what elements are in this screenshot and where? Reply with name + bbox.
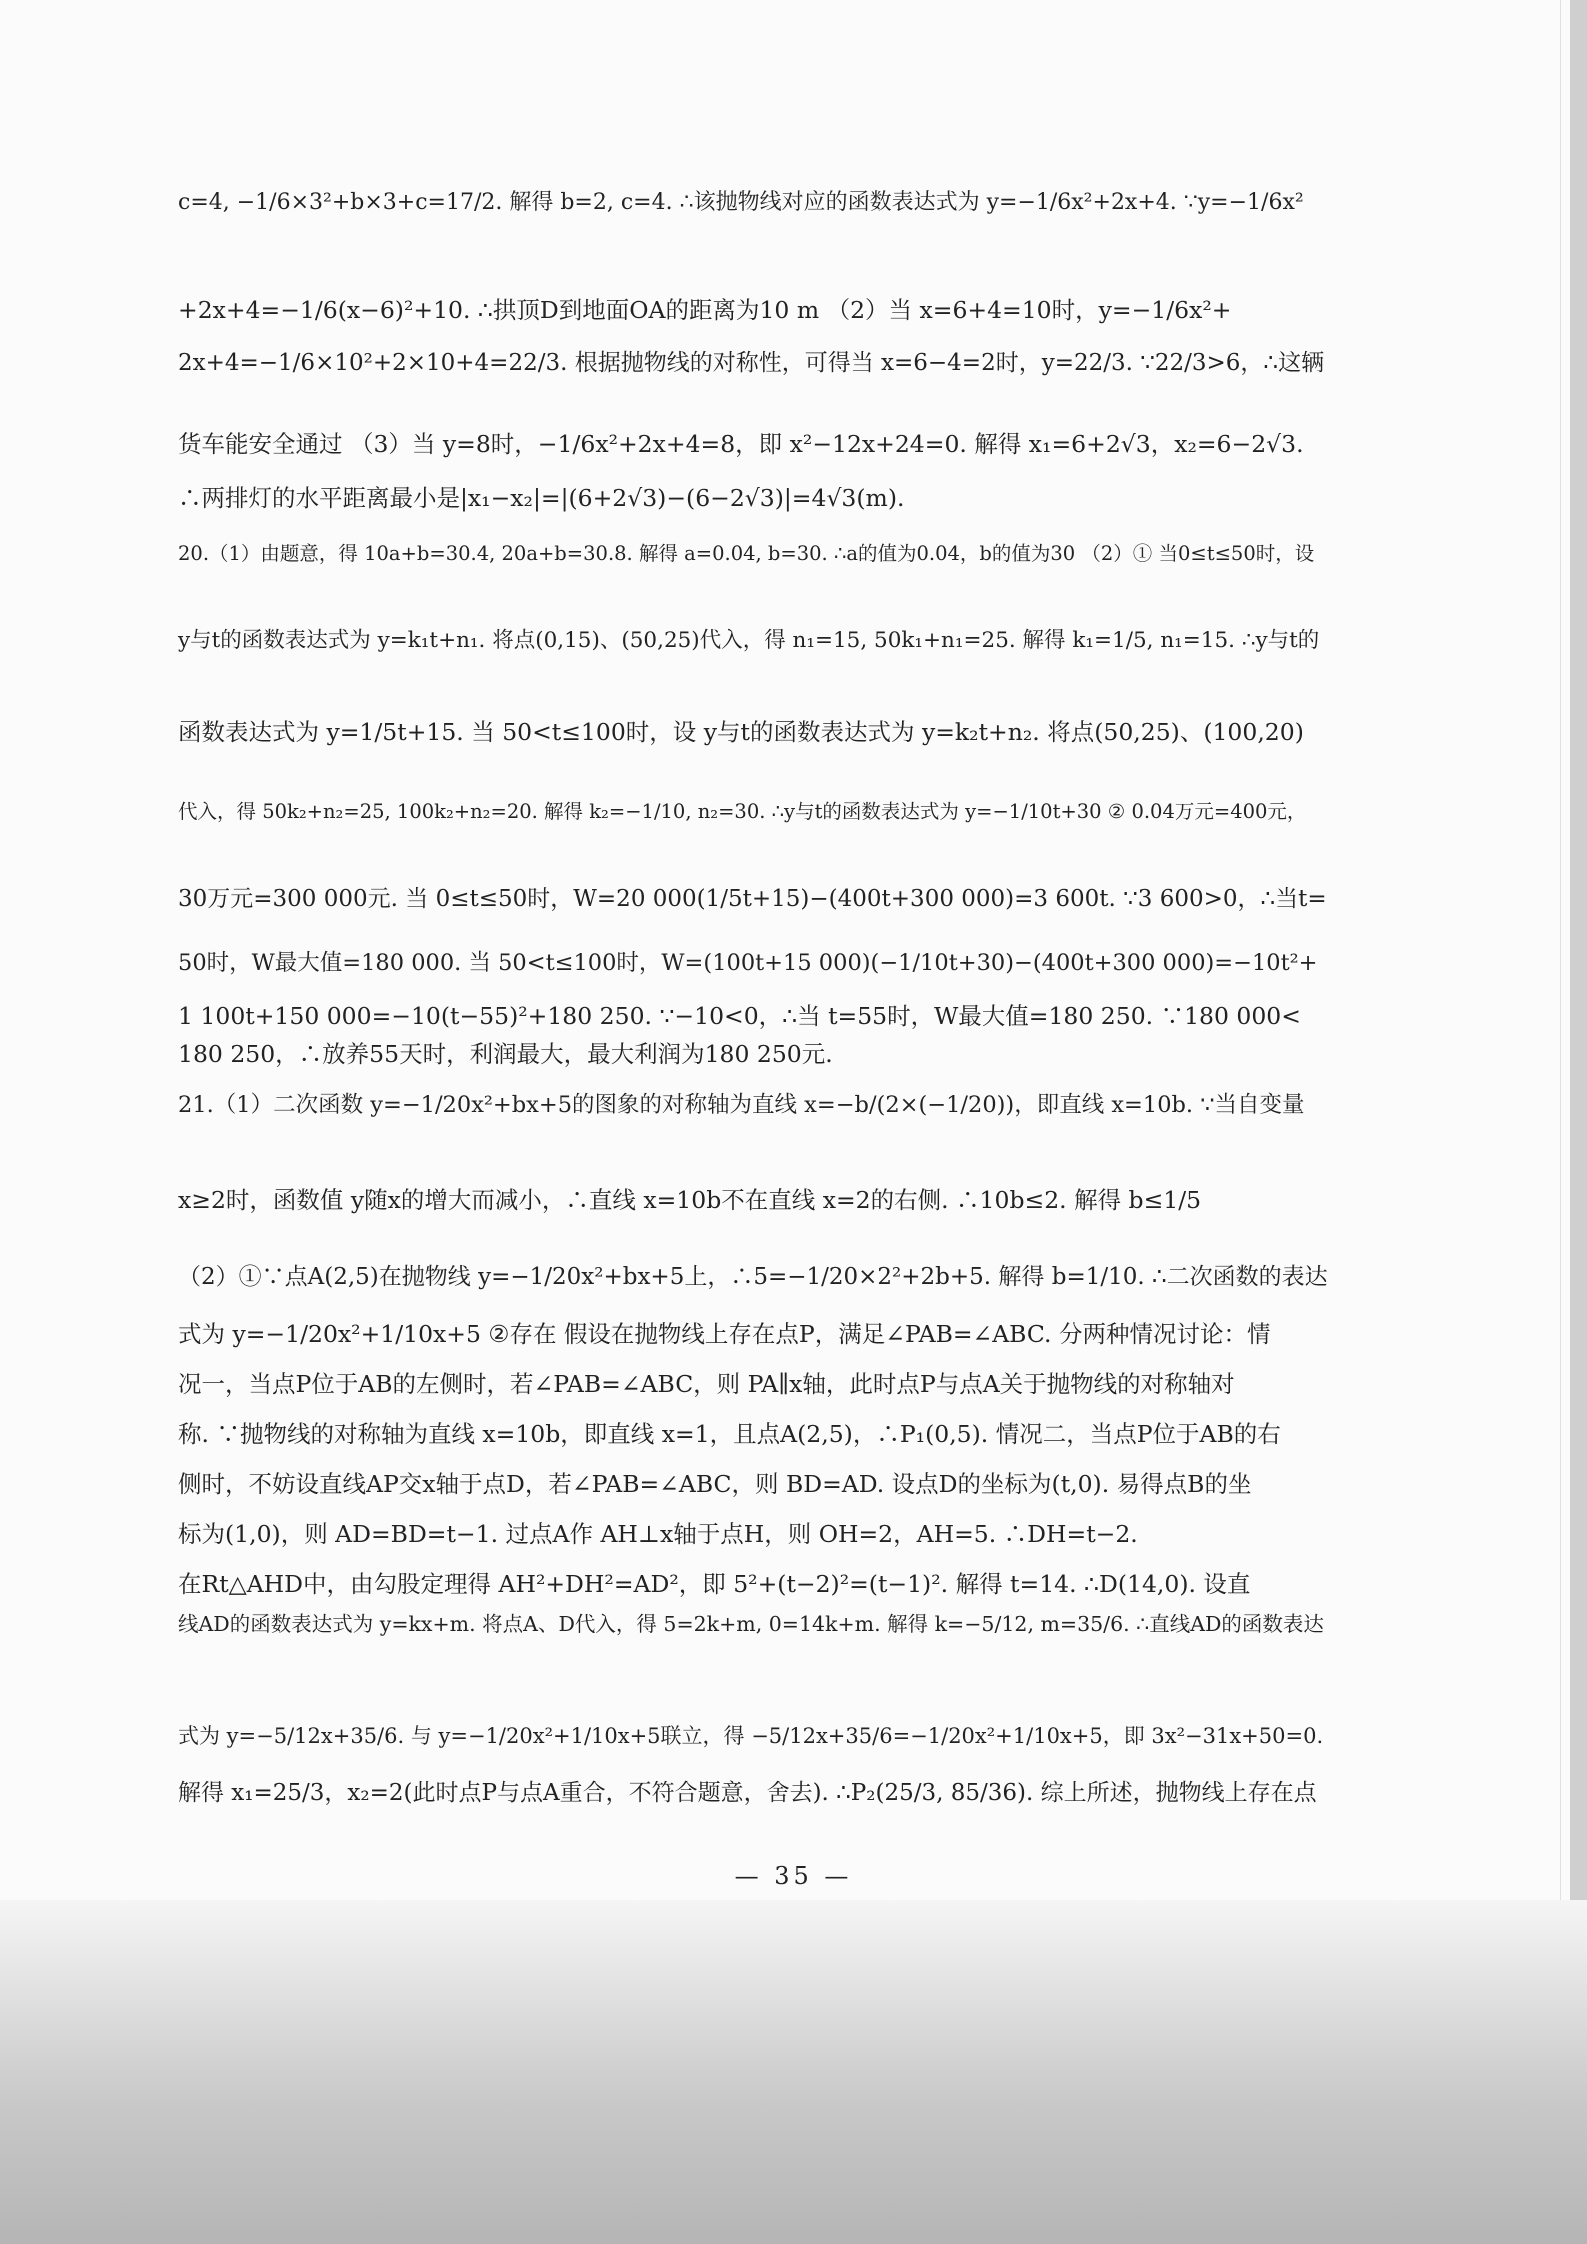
text-line: 代入，得 50k₂+n₂=25, 100k₂+n₂=20. 解得 k₂=−1/10, n₂=30. ∴y与t的函数表达式为 y=−1/10t+30 ② 0.04万元=400元， [178,800,1307,823]
text-line: 在Rt△AHD中，由勾股定理得 AH²+DH²=AD²，即 5²+(t−2)²=(t−1)². 解得 t=14. ∴D(14,0). 设直 [178,1570,1251,1598]
text-line: 21.（1）二次函数 y=−1/20x²+bx+5的图象的对称轴为直线 x=−b/(2×(−1/20))，即直线 x=10b. ∵当自变量 [178,1092,1305,1118]
text-line: （2）①∵点A(2,5)在抛物线 y=−1/20x²+bx+5上，∴5=−1/20×2²+2b+5. 解得 b=1/10. ∴二次函数的表达 [178,1264,1328,1290]
text-line: 侧时，不妨设直线AP交x轴于点D，若∠PAB=∠ABC，则 BD=AD. 设点D的坐标为(t,0). 易得点B的坐 [178,1470,1252,1498]
text-line: 式为 y=−5/12x+35/6. 与 y=−1/20x²+1/10x+5联立，得 −5/12x+35/6=−1/20x²+1/10x+5，即 3x²−31x+50=0. [178,1724,1324,1748]
text-line: 30万元=300 000元. 当 0≤t≤50时，W=20 000(1/5t+15)−(400t+300 000)=3 600t. ∵3 600>0，∴当t= [178,886,1327,912]
text-line: 20.（1）由题意，得 10a+b=30.4, 20a+b=30.8. 解得 a=0.04, b=30. ∴a的值为0.04，b的值为30 （2）① 当0≤t≤50时，设 [178,542,1315,565]
text-line: x≥2时，函数值 y随x的增大而减小，∴直线 x=10b不在直线 x=2的右侧. ∴10b≤2. 解得 b≤1/5 [178,1186,1202,1214]
text-line: ∴两排灯的水平距离最小是|x₁−x₂|=|(6+2√3)−(6−2√3)|=4√3(m). [178,484,905,512]
page-number: — 35 — [734,1862,853,1890]
text-line: 况一，当点P位于AB的左侧时，若∠PAB=∠ABC，则 PA∥x轴，此时点P与点A关于抛物线的对称轴对 [178,1370,1235,1398]
text-line: c=4, −1/6×3²+b×3+c=17/2. 解得 b=2, c=4. ∴该抛物线对应的函数表达式为 y=−1/6x²+2x+4. ∵y=−1/6x² [178,190,1304,215]
text-line: 货车能安全通过 （3）当 y=8时，−1/6x²+2x+4=8，即 x²−12x+24=0. 解得 x₁=6+2√3，x₂=6−2√3. [178,430,1304,458]
scan-shadow [0,1900,1587,2244]
text-line: 称. ∵抛物线的对称轴为直线 x=10b，即直线 x=1，且点A(2,5)，∴P₁(0,5). 情况二，当点P位于AB的右 [178,1420,1281,1448]
text-line: 1 100t+150 000=−10(t−55)²+180 250. ∵−10<0，∴当 t=55时，W最大值=180 250. ∵180 000< [178,1002,1301,1030]
text-line: 2x+4=−1/6×10²+2×10+4=22/3. 根据抛物线的对称性，可得当 x=6−4=2时，y=22/3. ∵22/3>6，∴这辆 [178,350,1325,376]
text-line: 标为(1,0)，则 AD=BD=t−1. 过点A作 AH⊥x轴于点H，则 OH=2，AH=5. ∴DH=t−2. [178,1520,1138,1548]
text-line: 式为 y=−1/20x²+1/10x+5 ②存在 假设在抛物线上存在点P，满足∠PAB=∠ABC. 分两种情况讨论：情 [178,1320,1271,1348]
text-line: 函数表达式为 y=1/5t+15. 当 50<t≤100时，设 y与t的函数表达式为 y=k₂t+n₂. 将点(50,25)、(100,20) [178,718,1304,746]
text-line: 180 250，∴放养55天时，利润最大，最大利润为180 250元. [178,1040,833,1068]
text-line: +2x+4=−1/6(x−6)²+10. ∴拱顶D到地面OA的距离为10 m （2）当 x=6+4=10时，y=−1/6x²+ [178,296,1232,324]
text-line: 解得 x₁=25/3，x₂=2(此时点P与点A重合，不符合题意，舍去). ∴P₂(25/3, 85/36). 综上所述，抛物线上存在点 [178,1780,1317,1806]
text-line: 50时，W最大值=180 000. 当 50<t≤100时，W=(100t+15 000)(−1/10t+30)−(400t+300 000)=−10t²+ [178,950,1318,976]
text-line: 线AD的函数表达式为 y=kx+m. 将点A、D代入，得 5=2k+m, 0=14k+m. 解得 k=−5/12, m=35/6. ∴直线AD的函数表达 [178,1612,1324,1636]
text-line: y与t的函数表达式为 y=k₁t+n₁. 将点(0,15)、(50,25)代入，得 n₁=15, 50k₁+n₁=25. 解得 k₁=1/5, n₁=15. ∴y与t的 [178,628,1320,653]
